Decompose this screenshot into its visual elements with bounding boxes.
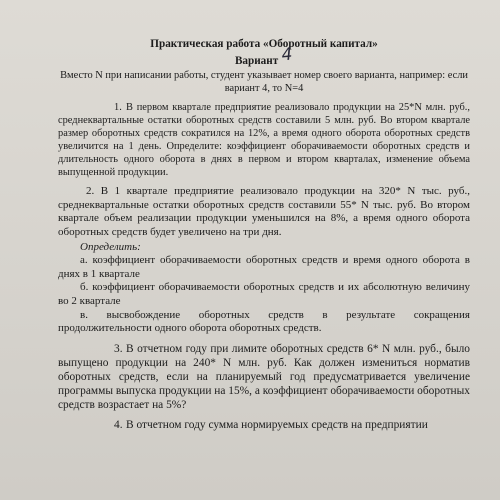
task-text: В отчетном году при лимите оборотных средств 6* N млн. руб., было выпущено продукции на 240* N млн. руб. Как должен измениться норматив оборотных средств, если на планируемый год предусматривается увеличение программы выпуска продукции на 15%, а коэффициент оборачиваемости оборотных средств возрастает на 5%? — [58, 342, 470, 411]
task-number: 2. — [86, 185, 95, 198]
task-number: 3. — [114, 342, 123, 355]
variant-label: Вариант — [234, 54, 279, 67]
task-4 — [58, 418, 470, 432]
task-define-label: Определить: — [80, 240, 141, 253]
task-text: В 1 квартале предприятие реализовало продукции на 320* N тыс. руб., среднеквартальные остатки оборотных средств составили 55* N тыс. руб. Во втором квартале объем реализации продукции уменьшился на 8%, а время одного оборота оборотных средств будет увеличено на три дня. — [58, 185, 470, 239]
variant-number-handwritten: 4 — [280, 44, 294, 66]
intro-text: Вместо N при написании работы, студент указывает номер своего варианта, например: если вариант 4, то N=4 — [60, 69, 468, 94]
page-title: Практическая работа «Оборотный капитал» — [150, 38, 378, 50]
task-1 — [58, 101, 470, 180]
document-body — [58, 38, 470, 432]
task-2 — [58, 185, 470, 336]
task-3 — [58, 342, 470, 412]
task-text: В первом квартале предприятие реализовало продукции на 25*N млн. руб., среднеквартальные остатки оборотных средств составили 5 млн. руб. Во втором квартале размер оборотных средств сократился на 12%, а время одного оборота оборотных средств увеличится на 1 день. Определите: коэффициент оборачиваемости оборотных средств и длительность одного оборота в днях в первом и втором кварталах, изменение объема выпущенной продукции. — [58, 101, 470, 179]
task-item-b: б. коэффициент оборачиваемости оборотных средств и их абсолютную величину во 2 квартале — [58, 281, 470, 307]
task-number: 4. — [114, 418, 123, 431]
task-number: 1. — [114, 101, 122, 113]
task-item-a: а. коэффициент оборачиваемости оборотных средств и время одного оборота в днях в 1 квартале — [58, 254, 470, 280]
task-item-c: в. высвобождение оборотных средств в результате сокращения продолжительности одного оборота оборотных средств. — [58, 308, 470, 335]
task-text: В отчетном году сумма нормируемых средств на предприятии — [126, 418, 428, 431]
